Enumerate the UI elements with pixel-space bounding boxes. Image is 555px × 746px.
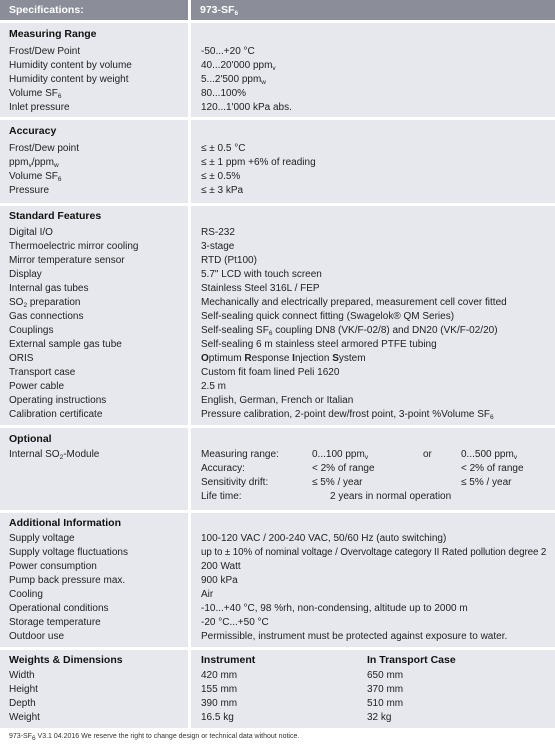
row-label: Power consumption xyxy=(9,561,97,572)
label-sub: w xyxy=(53,162,59,169)
oris-word: ptimum xyxy=(208,353,245,364)
label-sub: 6 xyxy=(57,93,62,100)
row-label: Internal gas tubes xyxy=(9,283,89,294)
row-label: Digital I/O xyxy=(9,227,53,238)
oris-word: njection xyxy=(294,353,333,364)
instrument-value: 420 mm xyxy=(201,670,238,681)
row-value: ≤ ± 1 ppm +6% of reading xyxy=(201,157,316,168)
value-text: 0...500 ppm xyxy=(461,449,514,460)
instrument-value: 390 mm xyxy=(201,698,238,709)
value-text: Pressure calibration, 2-point dew/frost point, 3-point %Volume SF xyxy=(201,409,491,420)
label-text: -Module xyxy=(63,449,100,460)
column-header-instrument: Instrument xyxy=(201,654,256,666)
row-label: Cooling xyxy=(9,589,43,600)
row-label xyxy=(9,449,99,461)
oris-initial: I xyxy=(292,353,295,364)
row-value: Mechanically and electrically prepared, measurement cell cover fitted xyxy=(201,297,507,308)
value-text: 5...2'500 ppm xyxy=(201,74,262,85)
row-value: up to ± 10% of nominal voltage / Overvoltage category II Rated pollution degree 2 xyxy=(201,547,547,558)
case-value: 650 mm xyxy=(367,670,404,681)
row-label: Pump back pressure max. xyxy=(9,575,126,586)
value-text: 0...100 ppm xyxy=(312,449,365,460)
row-value: Air xyxy=(201,589,214,600)
row-label: Gas connections xyxy=(9,311,84,322)
row-label: Calibration certificate xyxy=(9,409,103,420)
label-text: Internal SO xyxy=(9,449,60,460)
row-label: Width xyxy=(9,670,35,681)
row-value: -10...+40 °C, 98 %rh, non-condensing, altitude up to 2000 m xyxy=(201,603,468,614)
row-value: Self-sealing quick connect fitting (Swagelok® QM Series) xyxy=(201,311,455,322)
value-sub: 6 xyxy=(490,414,494,421)
row-label: Outdoor use xyxy=(9,631,65,642)
row-value: Self-sealing 6 m stainless steel armored PTFE tubing xyxy=(201,339,437,350)
oris-word: ystem xyxy=(338,353,366,364)
footer-note xyxy=(9,733,299,740)
oris-word: esponse xyxy=(251,353,293,364)
header-model-sub: 6 xyxy=(234,10,239,17)
row-label xyxy=(9,171,62,183)
section-title: Standard Features xyxy=(9,210,102,222)
row-label: Pressure xyxy=(9,185,50,196)
row-value xyxy=(201,325,498,337)
row-label: Frost/Dew Point xyxy=(9,46,81,57)
footer-model: 973-SF xyxy=(9,733,32,740)
instrument-value: 155 mm xyxy=(201,684,238,695)
row-label: Couplings xyxy=(9,325,54,336)
row-label xyxy=(9,88,62,100)
row-label: Supply voltage fluctuations xyxy=(9,547,128,558)
row-label: Frost/Dew point xyxy=(9,143,80,154)
value-sub: v xyxy=(272,65,276,72)
section-title: Additional Information xyxy=(9,517,121,529)
value-sub: v xyxy=(513,454,518,461)
label-text: Volume SF xyxy=(9,171,58,182)
label-sub: 6 xyxy=(57,176,62,183)
column-header-transport-case: In Transport Case xyxy=(367,654,456,666)
optional-accuracy-1: < 2% of range xyxy=(312,463,375,474)
optional-range-2 xyxy=(461,449,517,461)
row-value: Permissible, instrument must be protected against exposure to water. xyxy=(201,631,508,642)
optional-key: Life time: xyxy=(201,491,242,502)
section-title: Accuracy xyxy=(9,125,57,137)
optional-drift-2: ≤ 5% / year xyxy=(461,477,512,488)
row-value: RTD (Pt100) xyxy=(201,255,257,266)
row-label: Storage temperature xyxy=(9,617,101,628)
label-text: Volume SF xyxy=(9,88,58,99)
oris-initial: O xyxy=(201,353,209,364)
section-title: Weights & Dimensions xyxy=(9,654,123,666)
row-label: Operational conditions xyxy=(9,603,109,614)
oris-value xyxy=(201,353,366,365)
row-value: 200 Watt xyxy=(201,561,241,572)
row-label xyxy=(9,157,59,169)
row-label: Humidity content by weight xyxy=(9,74,129,85)
oris-initial: S xyxy=(332,353,339,364)
header-model xyxy=(191,0,555,20)
row-value: ≤ ± 0.5% xyxy=(201,171,241,182)
optional-key: Measuring range: xyxy=(201,449,279,460)
value-text: 40...20'000 ppm xyxy=(201,60,273,71)
row-label: Display xyxy=(9,269,42,280)
case-value: 510 mm xyxy=(367,698,404,709)
value-sub: 6 xyxy=(268,330,273,337)
row-value: ≤ ± 3 kPa xyxy=(201,185,244,196)
value-text: Self-sealing SF xyxy=(201,325,269,336)
row-value: -20 °C...+50 °C xyxy=(201,617,269,628)
row-label: Power cable xyxy=(9,381,65,392)
label-text: /ppm xyxy=(31,157,54,168)
row-value: Custom fit foam lined Peli 1620 xyxy=(201,367,340,378)
value-text: coupling DN8 (VK/F-02/8) and DN20 (VK/F-02/20) xyxy=(272,325,498,336)
section-measuring-range xyxy=(0,23,555,117)
row-label: Inlet pressure xyxy=(9,102,70,113)
row-label xyxy=(9,297,80,309)
section-title: Optional xyxy=(9,433,52,445)
case-value: 32 kg xyxy=(367,712,392,723)
row-label: Depth xyxy=(9,698,36,709)
section-accuracy xyxy=(0,120,555,203)
row-label: Height xyxy=(9,684,38,695)
section-additional-information xyxy=(0,513,555,647)
row-value: 120...1'000 kPa abs. xyxy=(201,102,292,113)
header-model-name: 973-SF xyxy=(200,4,235,16)
row-label: Mirror temperature sensor xyxy=(9,255,125,266)
row-value xyxy=(201,409,494,421)
row-value: 2.5 m xyxy=(201,381,227,392)
row-value: Stainless Steel 316L / FEP xyxy=(201,283,320,294)
section-weights-dimensions xyxy=(0,650,555,728)
label-sub: v xyxy=(28,162,32,169)
row-value: 5.7" LCD with touch screen xyxy=(201,269,322,280)
instrument-value: 16.5 kg xyxy=(201,712,234,723)
row-label: Supply voltage xyxy=(9,533,75,544)
case-value: 370 mm xyxy=(367,684,404,695)
optional-accuracy-2: < 2% of range xyxy=(461,463,524,474)
optional-life: 2 years in normal operation xyxy=(330,491,452,502)
oris-initial: R xyxy=(244,353,252,364)
row-label: Transport case xyxy=(9,367,76,378)
optional-range-1 xyxy=(312,449,368,461)
row-label: ORIS xyxy=(9,353,34,364)
section-standard-features xyxy=(0,206,555,425)
section-title: Measuring Range xyxy=(9,28,97,40)
header-label: Specifications: xyxy=(0,0,188,20)
label-text: preparation xyxy=(27,297,81,308)
row-label: Humidity content by volume xyxy=(9,60,132,71)
row-value: RS-232 xyxy=(201,227,235,238)
row-label: Thermoelectric mirror cooling xyxy=(9,241,139,252)
row-value: 80...100% xyxy=(201,88,247,99)
row-value: English, German, French or Italian xyxy=(201,395,354,406)
label-sub: 2 xyxy=(23,302,28,309)
row-label: External sample gas tube xyxy=(9,339,122,350)
row-value xyxy=(201,74,266,86)
row-value: 900 kPa xyxy=(201,575,238,586)
label-text: SO xyxy=(9,297,24,308)
optional-key: Sensitivity drift: xyxy=(201,477,269,488)
row-label: Operating instructions xyxy=(9,395,107,406)
value-sub: w xyxy=(261,79,266,86)
optional-drift-1: ≤ 5% / year xyxy=(312,477,363,488)
label-sub: 2 xyxy=(59,454,64,461)
section-optional xyxy=(0,428,555,510)
row-value: -50...+20 °C xyxy=(201,46,255,57)
footer-model-sub: 6 xyxy=(31,735,36,742)
footer-text: V3.1 04.2016 We reserve the right to change design or technical data without notice. xyxy=(35,733,300,740)
label-text: ppm xyxy=(9,157,29,168)
value-sub: v xyxy=(364,454,369,461)
optional-key: Accuracy: xyxy=(201,463,245,474)
optional-or: or xyxy=(423,449,432,460)
row-value: 100-120 VAC / 200-240 VAC, 50/60 Hz (auto switching) xyxy=(201,533,447,544)
row-label: Weight xyxy=(9,712,40,723)
row-value xyxy=(201,60,276,72)
row-value: 3-stage xyxy=(201,241,235,252)
row-value: ≤ ± 0.5 °C xyxy=(201,143,246,154)
